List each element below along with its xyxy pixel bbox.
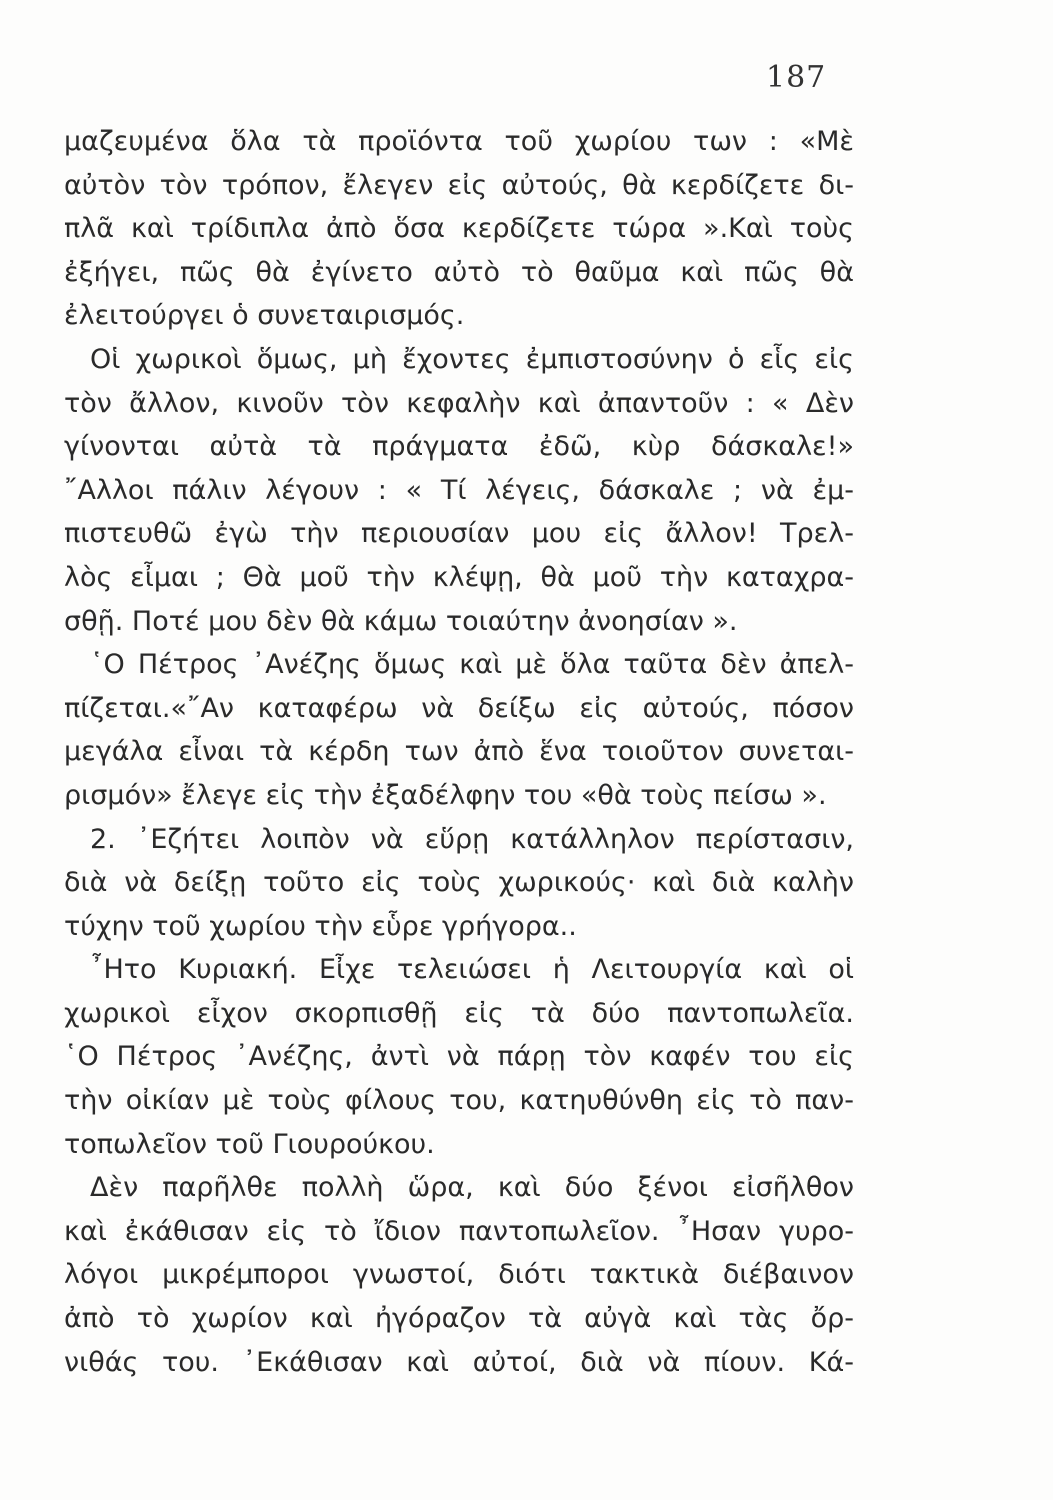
- text-line: τὴν οἰκίαν μὲ τοὺς φίλους του, κατηυθύνθη εἰς τὸ παν-: [64, 1085, 854, 1117]
- text-line: λόγοι μικρέμποροι γνωστοί, διότι τακτικὰ διέβαινον: [64, 1259, 854, 1291]
- text-line: ῏Ητο Κυριακή. Εἶχε τελειώσει ἡ Λειτουργία καὶ οἱ: [90, 954, 854, 986]
- text-line: αὐτὸν τὸν τρόπον, ἔλεγεν εἰς αὐτούς, θὰ κερδίζετε δι-: [64, 169, 854, 201]
- text-line: Δὲν παρῆλθε πολλὴ ὥρα, καὶ δύο ξένοι εἰσῆλθον: [90, 1172, 854, 1204]
- text-line: χωρικοὶ εἶχον σκορπισθῇ εἰς τὰ δύο παντοπωλεῖα.: [64, 997, 854, 1029]
- text-line: 2. ᾿Εζήτει λοιπὸν νὰ εὕρῃ κατάλληλον περίστασιν,: [90, 823, 854, 855]
- text-line: ρισμόν» ἔλεγε εἰς τὴν ἐξαδέλφην του «θὰ τοὺς πείσω ».: [64, 779, 827, 811]
- text-line: τὸν ἄλλον, κινοῦν τὸν κεφαλὴν καὶ ἀπαντοῦν : « Δὲν: [64, 387, 854, 419]
- text-line: τοπωλεῖον τοῦ Γιουρούκου.: [64, 1128, 435, 1160]
- text-line: ῾Ο Πέτρος ᾿Ανέζης ὅμως καὶ μὲ ὅλα ταῦτα δὲν ἀπελ-: [90, 649, 854, 681]
- text-line: πλᾶ καὶ τρίδιπλα ἀπὸ ὅσα κερδίζετε τώρα ».Καὶ τοὺς: [64, 213, 854, 245]
- text-line: ἀπὸ τὸ χωρίον καὶ ἠγόραζον τὰ αὐγὰ καὶ τὰς ὄρ-: [64, 1303, 854, 1335]
- text-line: νιθάς του. ᾿Εκάθισαν καὶ αὐτοί, διὰ νὰ πίουν. Κά-: [64, 1346, 854, 1378]
- text-line: πίζεται.«῎Αν καταφέρω νὰ δείξω εἰς αὐτούς, πόσον: [64, 692, 854, 724]
- text-line: διὰ νὰ δείξῃ τοῦτο εἰς τοὺς χωρικούς· καὶ διὰ καλὴν: [64, 867, 854, 899]
- text-line: πιστευθῶ ἐγὼ τὴν περιουσίαν μου εἰς ἄλλον! Τρελ-: [64, 518, 854, 550]
- text-line: σθῇ. Ποτέ μου δὲν θὰ κάμω τοιαύτην ἀνοησίαν ».: [64, 605, 738, 637]
- text-line: γίνονται αὐτὰ τὰ πράγματα ἐδῶ, κὺρ δάσκαλε!»: [64, 431, 854, 463]
- text-line: ῾Ο Πέτρος ᾿Ανέζης, ἀντὶ νὰ πάρῃ τὸν καφέν του εἰς: [64, 1041, 854, 1073]
- text-line: μαζευμένα ὅλα τὰ προϊόντα τοῦ χωρίου των : «Μὲ: [64, 126, 854, 157]
- text-line: Οἱ χωρικοὶ ὅμως, μὴ ἔχοντες ἐμπιστοσύνην ὁ εἷς εἰς: [90, 343, 854, 375]
- text-line: ἐξήγει, πῶς θὰ ἐγίνετο αὐτὸ τὸ θαῦμα καὶ πῶς θὰ: [64, 256, 854, 288]
- text-line: ῎Αλλοι πάλιν λέγουν : « Τί λέγεις, δάσκαλε ; νὰ ἐμ-: [64, 474, 854, 506]
- text-line: μεγάλα εἶναι τὰ κέρδη των ἀπὸ ἕνα τοιοῦτον συνεται-: [64, 736, 854, 768]
- text-line: τύχην τοῦ χωρίου τὴν εὗρε γρήγορα..: [64, 910, 577, 942]
- body-text: [64, 120, 854, 1384]
- text-line: καὶ ἐκάθισαν εἰς τὸ ἴδιον παντοπωλεῖον. ῏Ησαν γυρο-: [64, 1215, 854, 1247]
- text-line: λὸς εἶμαι ; Θὰ μοῦ τὴν κλέψῃ, θὰ μοῦ τὴν καταχρα-: [64, 561, 854, 593]
- page-number: 187: [766, 60, 827, 95]
- text-line: ἐλειτούργει ὁ συνεταιρισμός.: [64, 300, 465, 332]
